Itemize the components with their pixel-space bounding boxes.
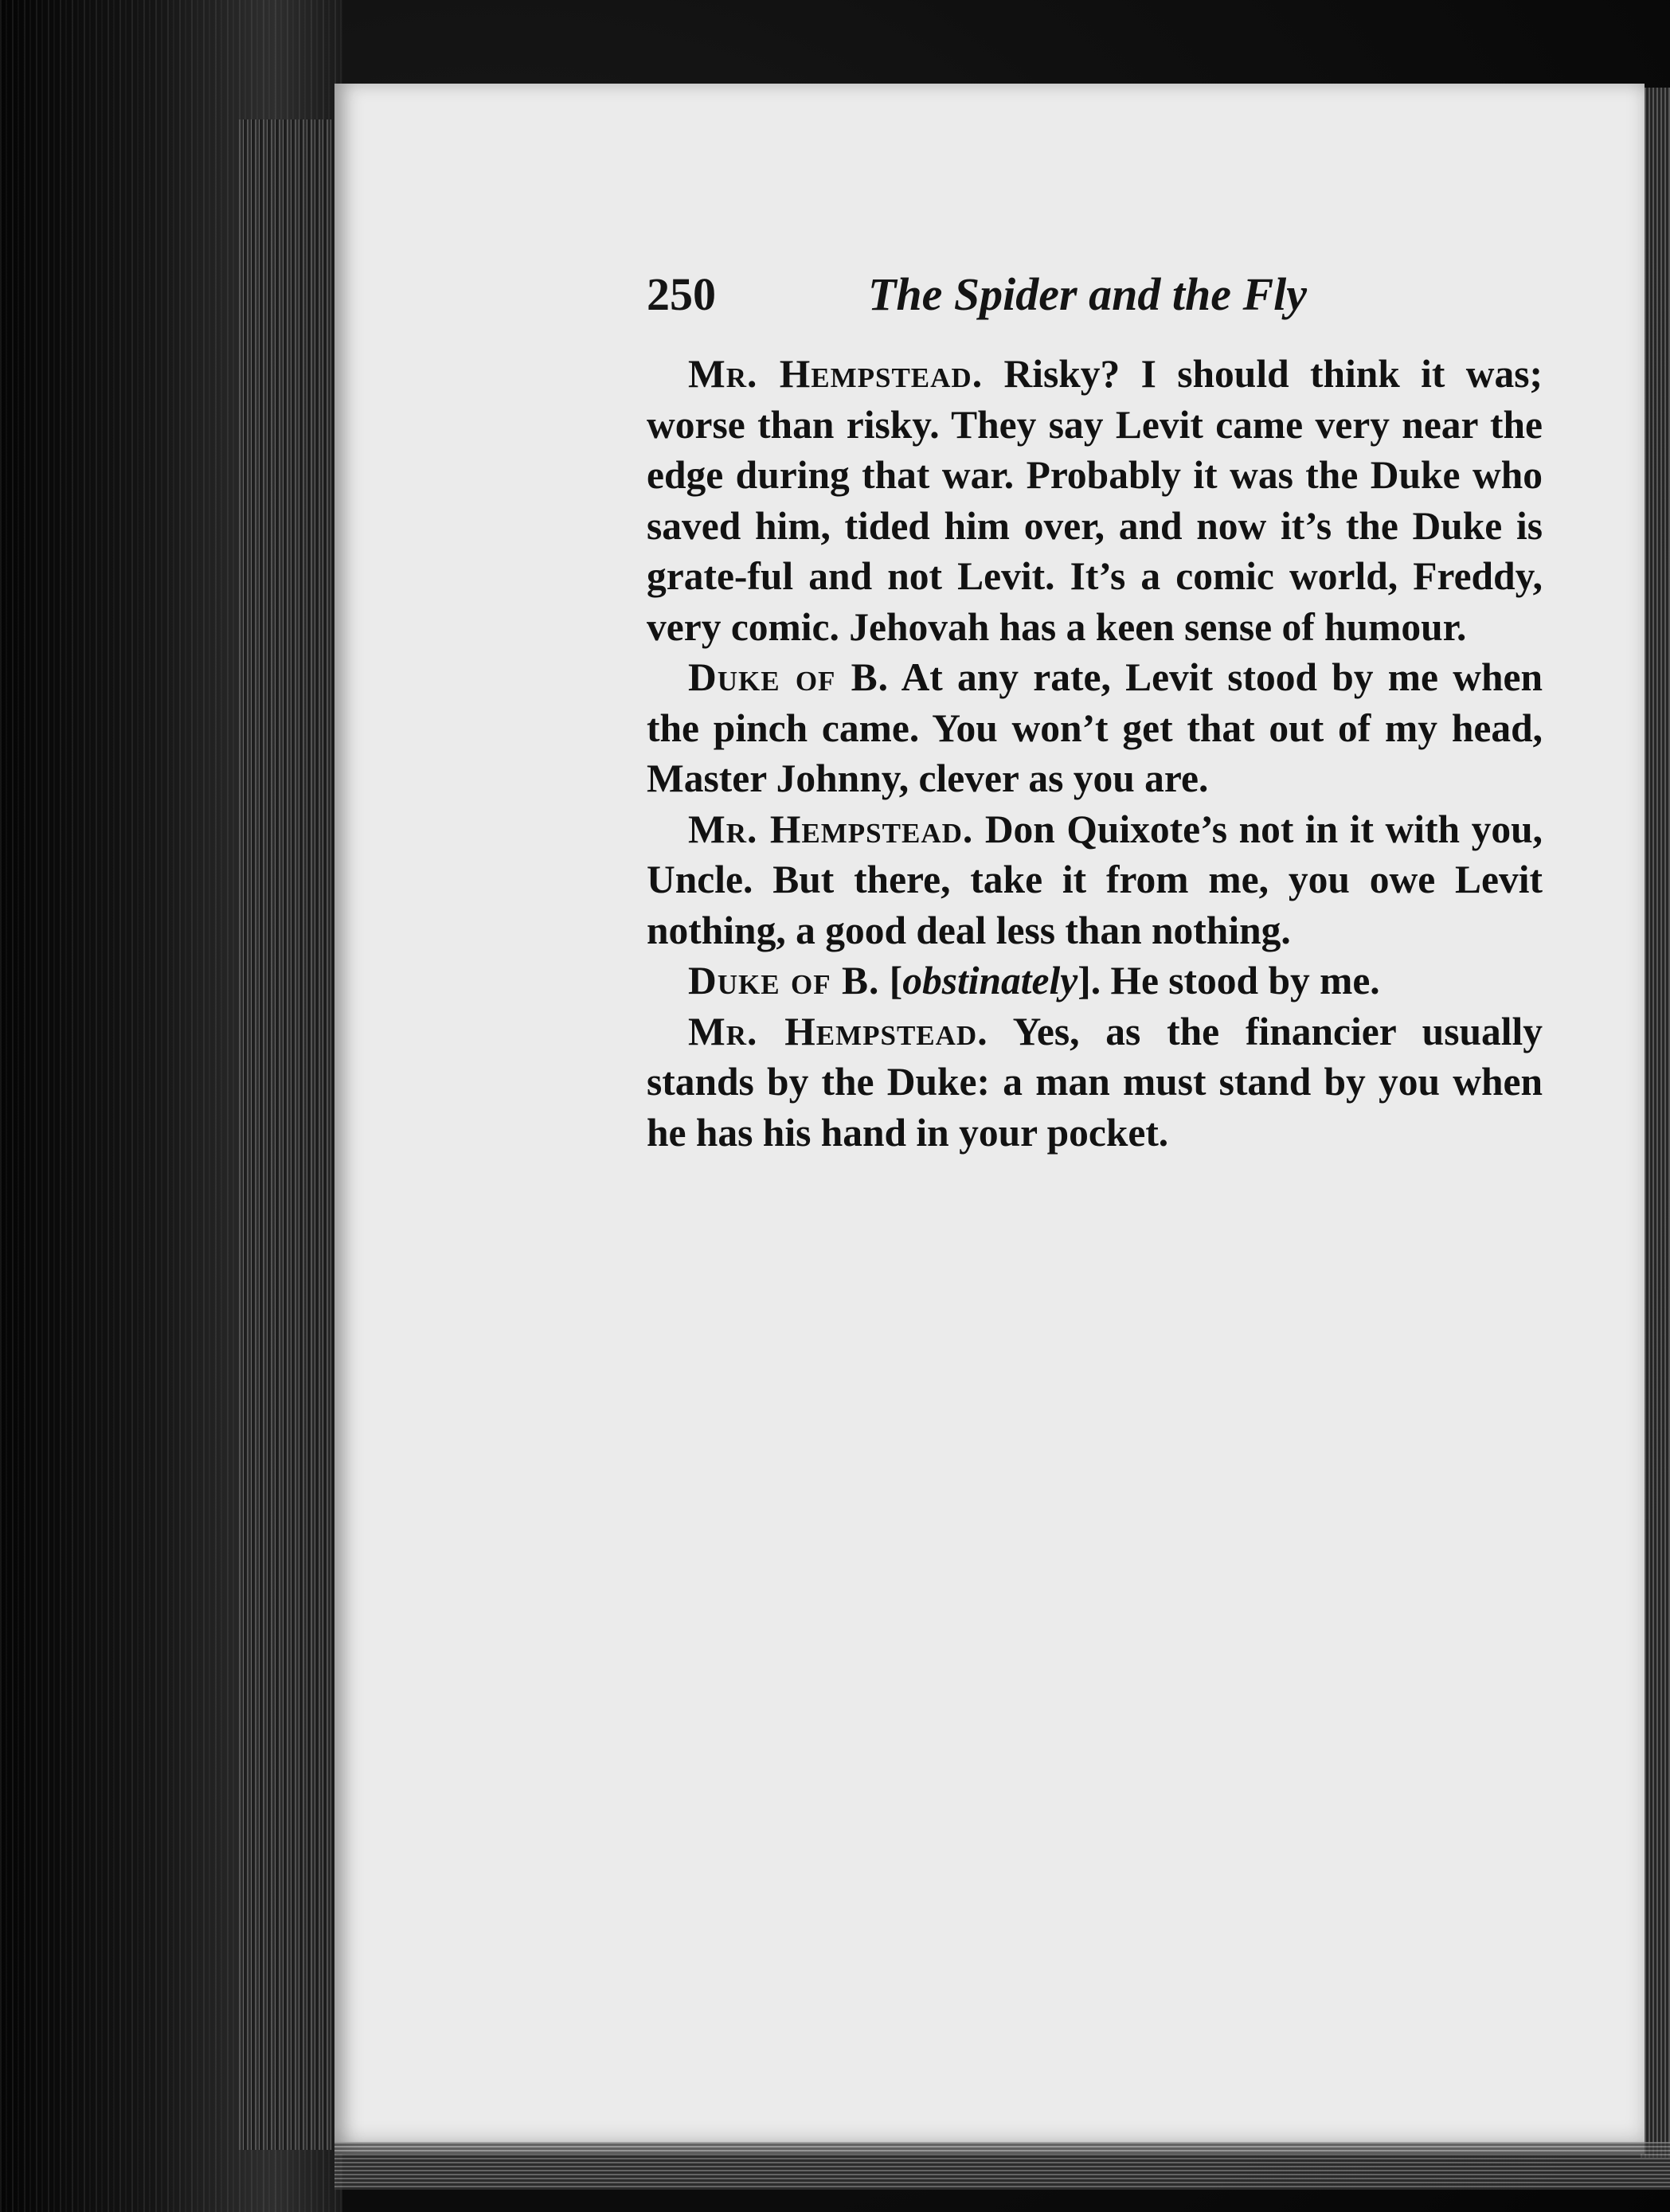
dialogue-text: [647, 349, 1543, 1158]
speech-text: Risky? I should think it was; worse than risky. They say Levit came very near the edge during that war. Probably it was the Duke who saved him, tided him over, and now it’s the Duke is grate-ful and not Levit. It’s a comic world, Freddy, very comic. Jehovah has a keen sense of humour.: [647, 352, 1543, 649]
speaker-name: Duke of B.: [688, 959, 880, 1002]
speech-text: . He stood by me.: [1090, 959, 1380, 1002]
speaker-name: Duke of B.: [688, 655, 890, 699]
dialogue-paragraph: [647, 1006, 1543, 1159]
speech-text: Don Quixote’s not in it with you, Uncle. But there, take it from me, you owe Levit nothing, a good deal less than nothing.: [647, 807, 1543, 952]
speaker-name: Mr. Hempstead.: [688, 352, 984, 396]
page-stack-edge-left: [239, 119, 342, 2150]
dialogue-paragraph: Duke of B. [obstinately]. He stood by me.: [688, 959, 1380, 1002]
running-header: [647, 263, 1555, 326]
page-number: 250: [647, 268, 716, 320]
speaker-name: Mr. Hempstead.: [688, 807, 974, 851]
dialogue-paragraph: [647, 652, 1543, 804]
dialogue-paragraph: [647, 804, 1543, 956]
speaker-name: Mr. Hempstead.: [688, 1009, 988, 1053]
dialogue-paragraph: [647, 349, 1543, 652]
speech-text: At any rate, Levit stood by me when the pinch came. You won’t get that out of my head, Master Johnny, clever as you are.: [647, 655, 1543, 800]
running-title: The Spider and the Fly: [868, 268, 1308, 320]
stage-direction: obstinately: [902, 959, 1078, 1002]
speech-text: Yes, as the financier usually stands by the Duke: a man must stand by you when he has his hand in your pocket.: [647, 1009, 1543, 1155]
page-stack-edge-right: [1641, 88, 1670, 2158]
page-stack-edge-bottom: [334, 2142, 1670, 2190]
